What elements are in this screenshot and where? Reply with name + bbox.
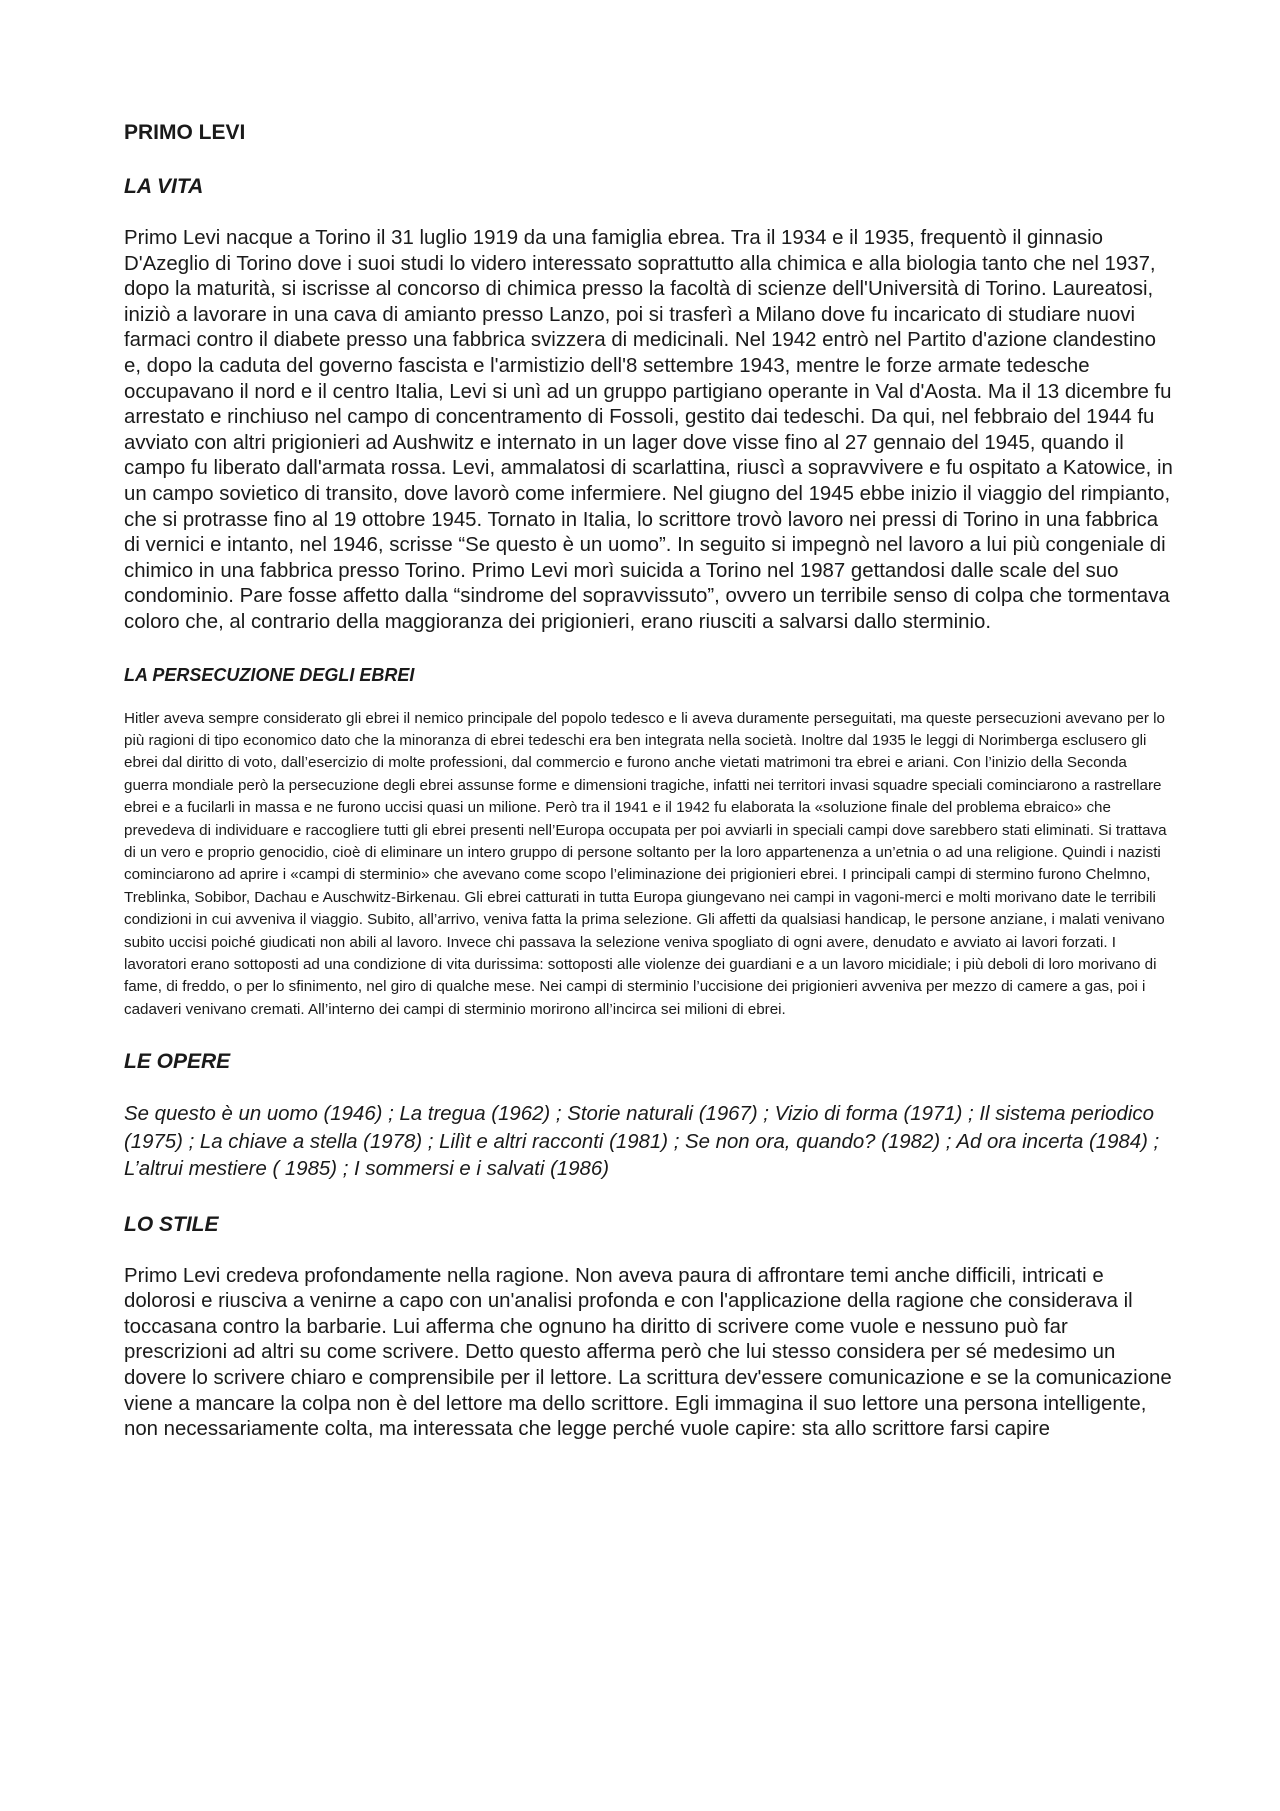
section-text-opere: Se questo è un uomo (1946) ; La tregua (1962) ; Storie naturali (1967) ; Vizio di forma (1971) ; Il sistema periodico (1975) ; La chiave a stella (1978) ; Lilìt e altri racconti (1981) ; Se non ora, quando? (1982) ; Ad ora incerta (1984) ; L’altrui mestiere ( 1985) ; I sommersi e i salvati (1986) xyxy=(124,1103,1160,1181)
section-text-stile: Primo Levi credeva profondamente nella ragione. Non aveva paura di affrontare temi anche difficili, intricati e dolorosi e riusciva a venirne a capo con un'analisi profonda e con l'applicazione della ragione che considerava il toccasana contro la barbarie. Lui afferma che ognuno ha diritto di scrivere come vuole e nessuno può far prescrizioni ad altri su come scrivere. Detto questo afferma però che lui stesso considera per sé medesimo un dovere lo scrivere chiaro e comprensibile per il lettore. La scrittura dev'essere comunicazione e se la comunicazione viene a mancare la colpa non è del lettore ma dello scrittore. Egli immagina il suo lettore una persona intelligente, non necessariamente colta, ma interessata che legge perché vuole capire: sta allo scrittore farsi capire xyxy=(124,1264,1172,1441)
section-heading-opere: LE OPERE xyxy=(124,1050,231,1074)
section-text-vita: Primo Levi nacque a Torino il 31 luglio 1919 da una famiglia ebrea. Tra il 1934 e il 1935, frequentò il ginnasio D'Azeglio di Torino dove i suoi studi lo videro interessato soprattutto alla chimica e alla biologia tanto che nel 1937, dopo la maturità, si iscrisse al concorso di chimica presso la facoltà di scienze dell'Università di Torino. Laureatosi, iniziò a lavorare in una cava di amianto presso Lanzo, poi si trasferì a Milano dove fu incaricato di studiare nuovi farmaci contro il diabete presso una fabbrica svizzera di medicinali. Nel 1942 entrò nel Partito d'azione clandestino e, dopo la caduta del governo fascista e l'armistizio dell'8 settembre 1943, mentre le forze armate tedesche occupavano il nord e il centro Italia, Levi si unì ad un gruppo partigiano operante in Val d'Aosta. Ma il 13 dicembre fu arrestato e rinchiuso nel campo di concentramento di Fossoli, gestito dai tedeschi. Da qui, nel febbraio del 1944 fu avviato con altri prigionieri ad Aushwitz e internato in un lager dove visse fino al 27 gennaio del 1945, quando il campo fu liberato dall'armata rossa. Levi, ammalatosi di scarlattina, riuscì a sopravvivere e fu ospitato a Katowice, in un campo sovietico di transito, dove lavorò come infermiere. Nel giugno del 1945 ebbe inizio il viaggio del rimpianto, che si protrasse fino al 19 ottobre 1945. Tornato in Italia, lo scrittore trovò lavoro nei pressi di Torino in una fabbrica di vernici e intanto, nel 1946, scrisse “Se questo è un uomo”. In seguito si impegnò nel lavoro a lui più congeniale di chimico in una fabbrica presso Torino. Primo Levi morì suicida a Torino nel 1987 gettandosi dalle scale del suo condominio. Pare fosse affetto dalla “sindrome del sopravvissuto”, ovvero un terribile senso di colpa che tormentava coloro che, al contrario della maggioranza dei prigionieri, erano riusciti a salvarsi dallo sterminio. xyxy=(124,227,1173,633)
section-heading-persecuzione: LA PERSECUZIONE DEGLI EBREI xyxy=(124,664,415,685)
document-title: PRIMO LEVI xyxy=(124,121,246,144)
section-heading-vita: LA VITA xyxy=(124,175,204,198)
section-text-persecuzione: Hitler aveva sempre considerato gli ebrei il nemico principale del popolo tedesco e li aveva duramente perseguitati, ma queste persecuzioni avevano per lo più ragioni di tipo economico dato che la minoranza di ebrei tedeschi era ben integrata nella società. Inoltre dal 1935 le leggi di Norimberga esclusero gli ebrei dal diritto di voto, dall’esercizio di molte professioni, dal commercio e furono anche vietati matrimoni tra ebrei e ariani. Con l’inizio della Seconda guerra mondiale però la persecuzione degli ebrei assunse forme e dimensioni tragiche, infatti nei territori invasi squadre speciali cominciarono a rastrellare ebrei e a fucilarli in massa e ne furono uccisi quasi un milione. Però tra il 1941 e il 1942 fu elaborata la «soluzione finale del problema ebraico» che prevedeva di individuare e raccogliere tutti gli ebrei presenti nell’Europa occupata per poi avviarli in speciali campi dove sarebbero stati eliminati. Si trattava di un vero e proprio genocidio, cioè di eliminare un intero gruppo di persone soltanto per la loro appartenenza a un’etnia o ad una religione. Quindi i nazisti cominciarono ad aprire i «campi di sterminio» che avevano come scopo l’eliminazione dei prigionieri ebrei. I principali campi di stermino furono Chelmno, Treblinka, Sobibor, Dachau e Auschwitz-Birkenau. Gli ebrei catturati in tutta Europa giungevano nei campi in vagoni-merci e molti morivano date le terribili condizioni in cui avveniva il viaggio. Subito, all’arrivo, veniva fatta la prima selezione. Gli affetti da qualsiasi handicap, le persone anziane, i malati venivano subito uccisi poiché giudicati non abili al lavoro. Invece chi passava la selezione veniva spogliato di ogni avere, denudato e avviato ai lavori forzati. I lavoratori erano sottoposti ad una condizione di vita durissima: sottoposti alle violenze dei guardiani e a un lavoro micidiale; i più deboli di loro morivano di fame, di freddo, o per lo sfinimento, nel giro di qualche mese. Nei campi di sterminio l’uccisione dei prigionieri avveniva per mezzo di camere a gas, poi i cadaveri venivano cremati. All’interno dei campi di sterminio morirono all’incirca sei milioni di ebrei. xyxy=(124,709,1167,1018)
section-heading-stile: LO STILE xyxy=(124,1212,219,1236)
document-page xyxy=(124,120,1174,1443)
